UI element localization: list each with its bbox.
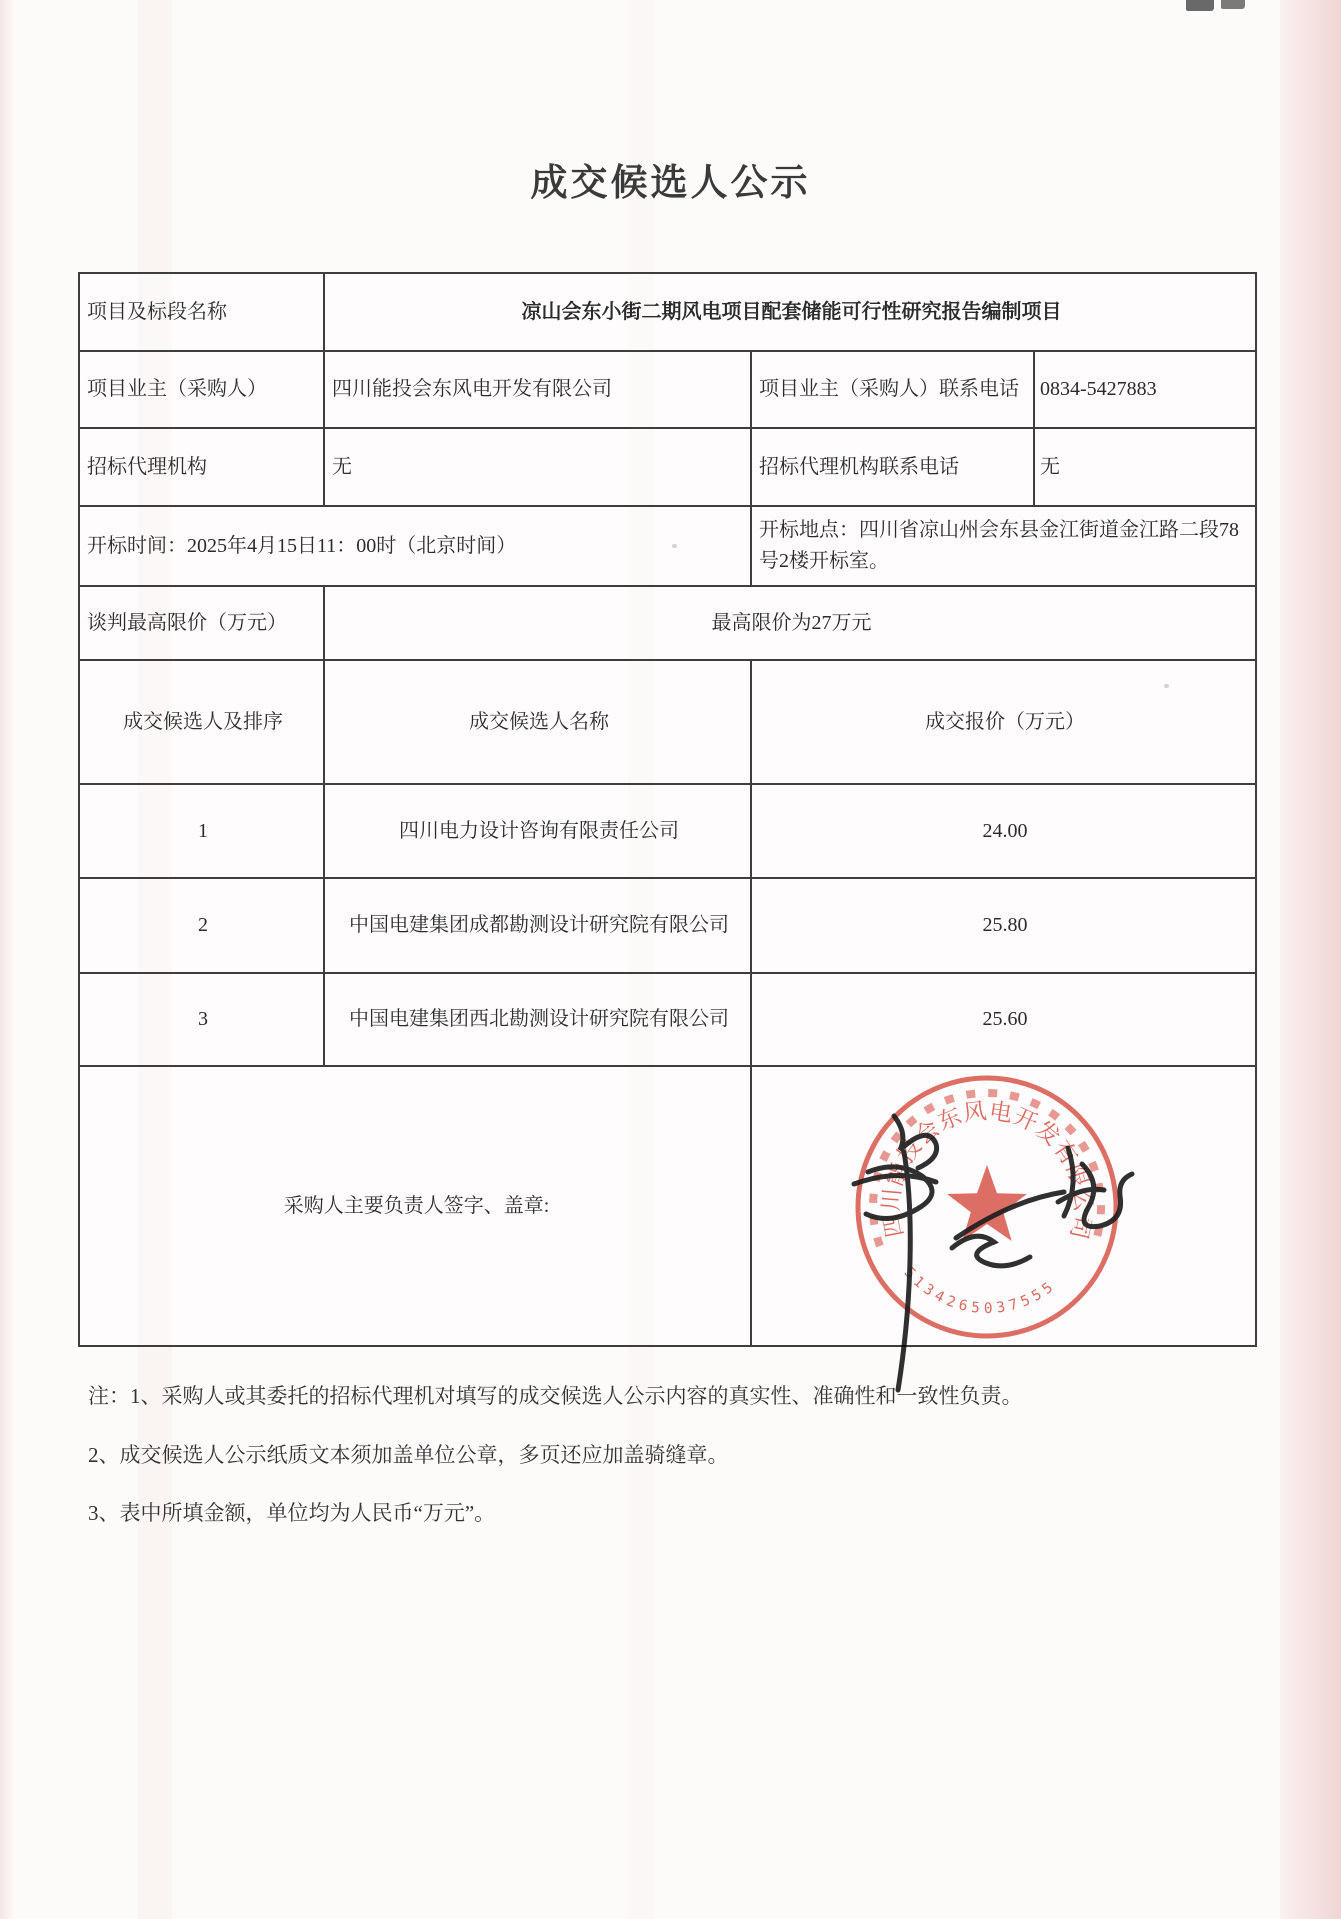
scan-artifact-mark <box>1186 0 1214 11</box>
seal-company-text: 四川能投会东风电开发有限公司 <box>878 1098 1096 1243</box>
candidate-rank: 1 <box>79 784 324 878</box>
candidate-price: 25.60 <box>751 973 1256 1066</box>
owner-phone-label-cell: 项目业主（采购人）联系电话 <box>751 351 1034 428</box>
page-title: 成交候选人公示 <box>530 162 811 203</box>
scan-tint-left <box>0 0 16 1919</box>
agency-value-cell: 无 <box>324 428 751 506</box>
owner-label-cell: 项目业主（采购人） <box>79 351 324 428</box>
candidate-row <box>79 784 1256 878</box>
header-name-cell: 成交候选人名称 <box>324 660 751 784</box>
handwritten-signature <box>854 1116 1132 1390</box>
company-seal-stamp <box>832 1052 1152 1412</box>
max-price-label-cell: 谈判最高限价（万元） <box>79 586 324 660</box>
bid-place-cell: 开标地点：四川省凉山州会东县金江街道金江路二段78号2楼开标室。 <box>751 506 1256 586</box>
header-price-cell: 成交报价（万元） <box>751 660 1256 784</box>
owner-value-cell: 四川能投会东风电开发有限公司 <box>324 351 751 428</box>
bid-time-cell: 开标时间：2025年4月15日11：00时（北京时间） <box>79 506 751 586</box>
candidate-name: 中国电建集团西北勘测设计研究院有限公司 <box>324 973 751 1066</box>
table-row <box>79 428 1256 506</box>
note-2: 2、成交候选人公示纸质文本须加盖单位公章，多页还应加盖骑缝章。 <box>88 1443 729 1467</box>
agency-phone-cell: 无 <box>1034 428 1256 506</box>
candidate-name: 四川电力设计咨询有限责任公司 <box>324 784 751 878</box>
candidate-price: 25.80 <box>751 878 1256 973</box>
seal-serial-number: 5134265037555 <box>900 1264 1060 1318</box>
table-row <box>79 586 1256 660</box>
candidate-rank: 3 <box>79 973 324 1066</box>
max-price-value-cell: 最高限价为27万元 <box>324 586 1256 660</box>
table-row <box>79 506 1256 586</box>
note-1: 注：1、采购人或其委托的招标代理机对填写的成交候选人公示内容的真实性、准确性和一致性负责。 <box>88 1384 1023 1408</box>
candidate-row <box>79 878 1256 973</box>
agency-phone-label-cell: 招标代理机构联系电话 <box>751 428 1034 506</box>
candidate-name: 中国电建集团成都勘测设计研究院有限公司 <box>324 878 751 973</box>
star-icon <box>947 1165 1027 1241</box>
scan-tint-right <box>1280 0 1341 1919</box>
table-header-row <box>79 660 1256 784</box>
note-3: 3、表中所填金额，单位均为人民币“万元”。 <box>88 1501 496 1525</box>
candidate-rank: 2 <box>79 878 324 973</box>
project-name-cell: 凉山会东小街二期风电项目配套储能可行性研究报告编制项目 <box>324 273 1256 351</box>
header-rank-cell: 成交候选人及排序 <box>79 660 324 784</box>
table-row <box>79 351 1256 428</box>
candidate-price: 24.00 <box>751 784 1256 878</box>
table-row <box>79 273 1256 351</box>
owner-phone-cell: 0834-5427883 <box>1034 351 1256 428</box>
project-label-cell: 项目及标段名称 <box>79 273 324 351</box>
agency-label-cell: 招标代理机构 <box>79 428 324 506</box>
scan-artifact-mark <box>1221 0 1245 9</box>
signature-label-cell: 采购人主要负责人签字、盖章: <box>79 1066 751 1346</box>
